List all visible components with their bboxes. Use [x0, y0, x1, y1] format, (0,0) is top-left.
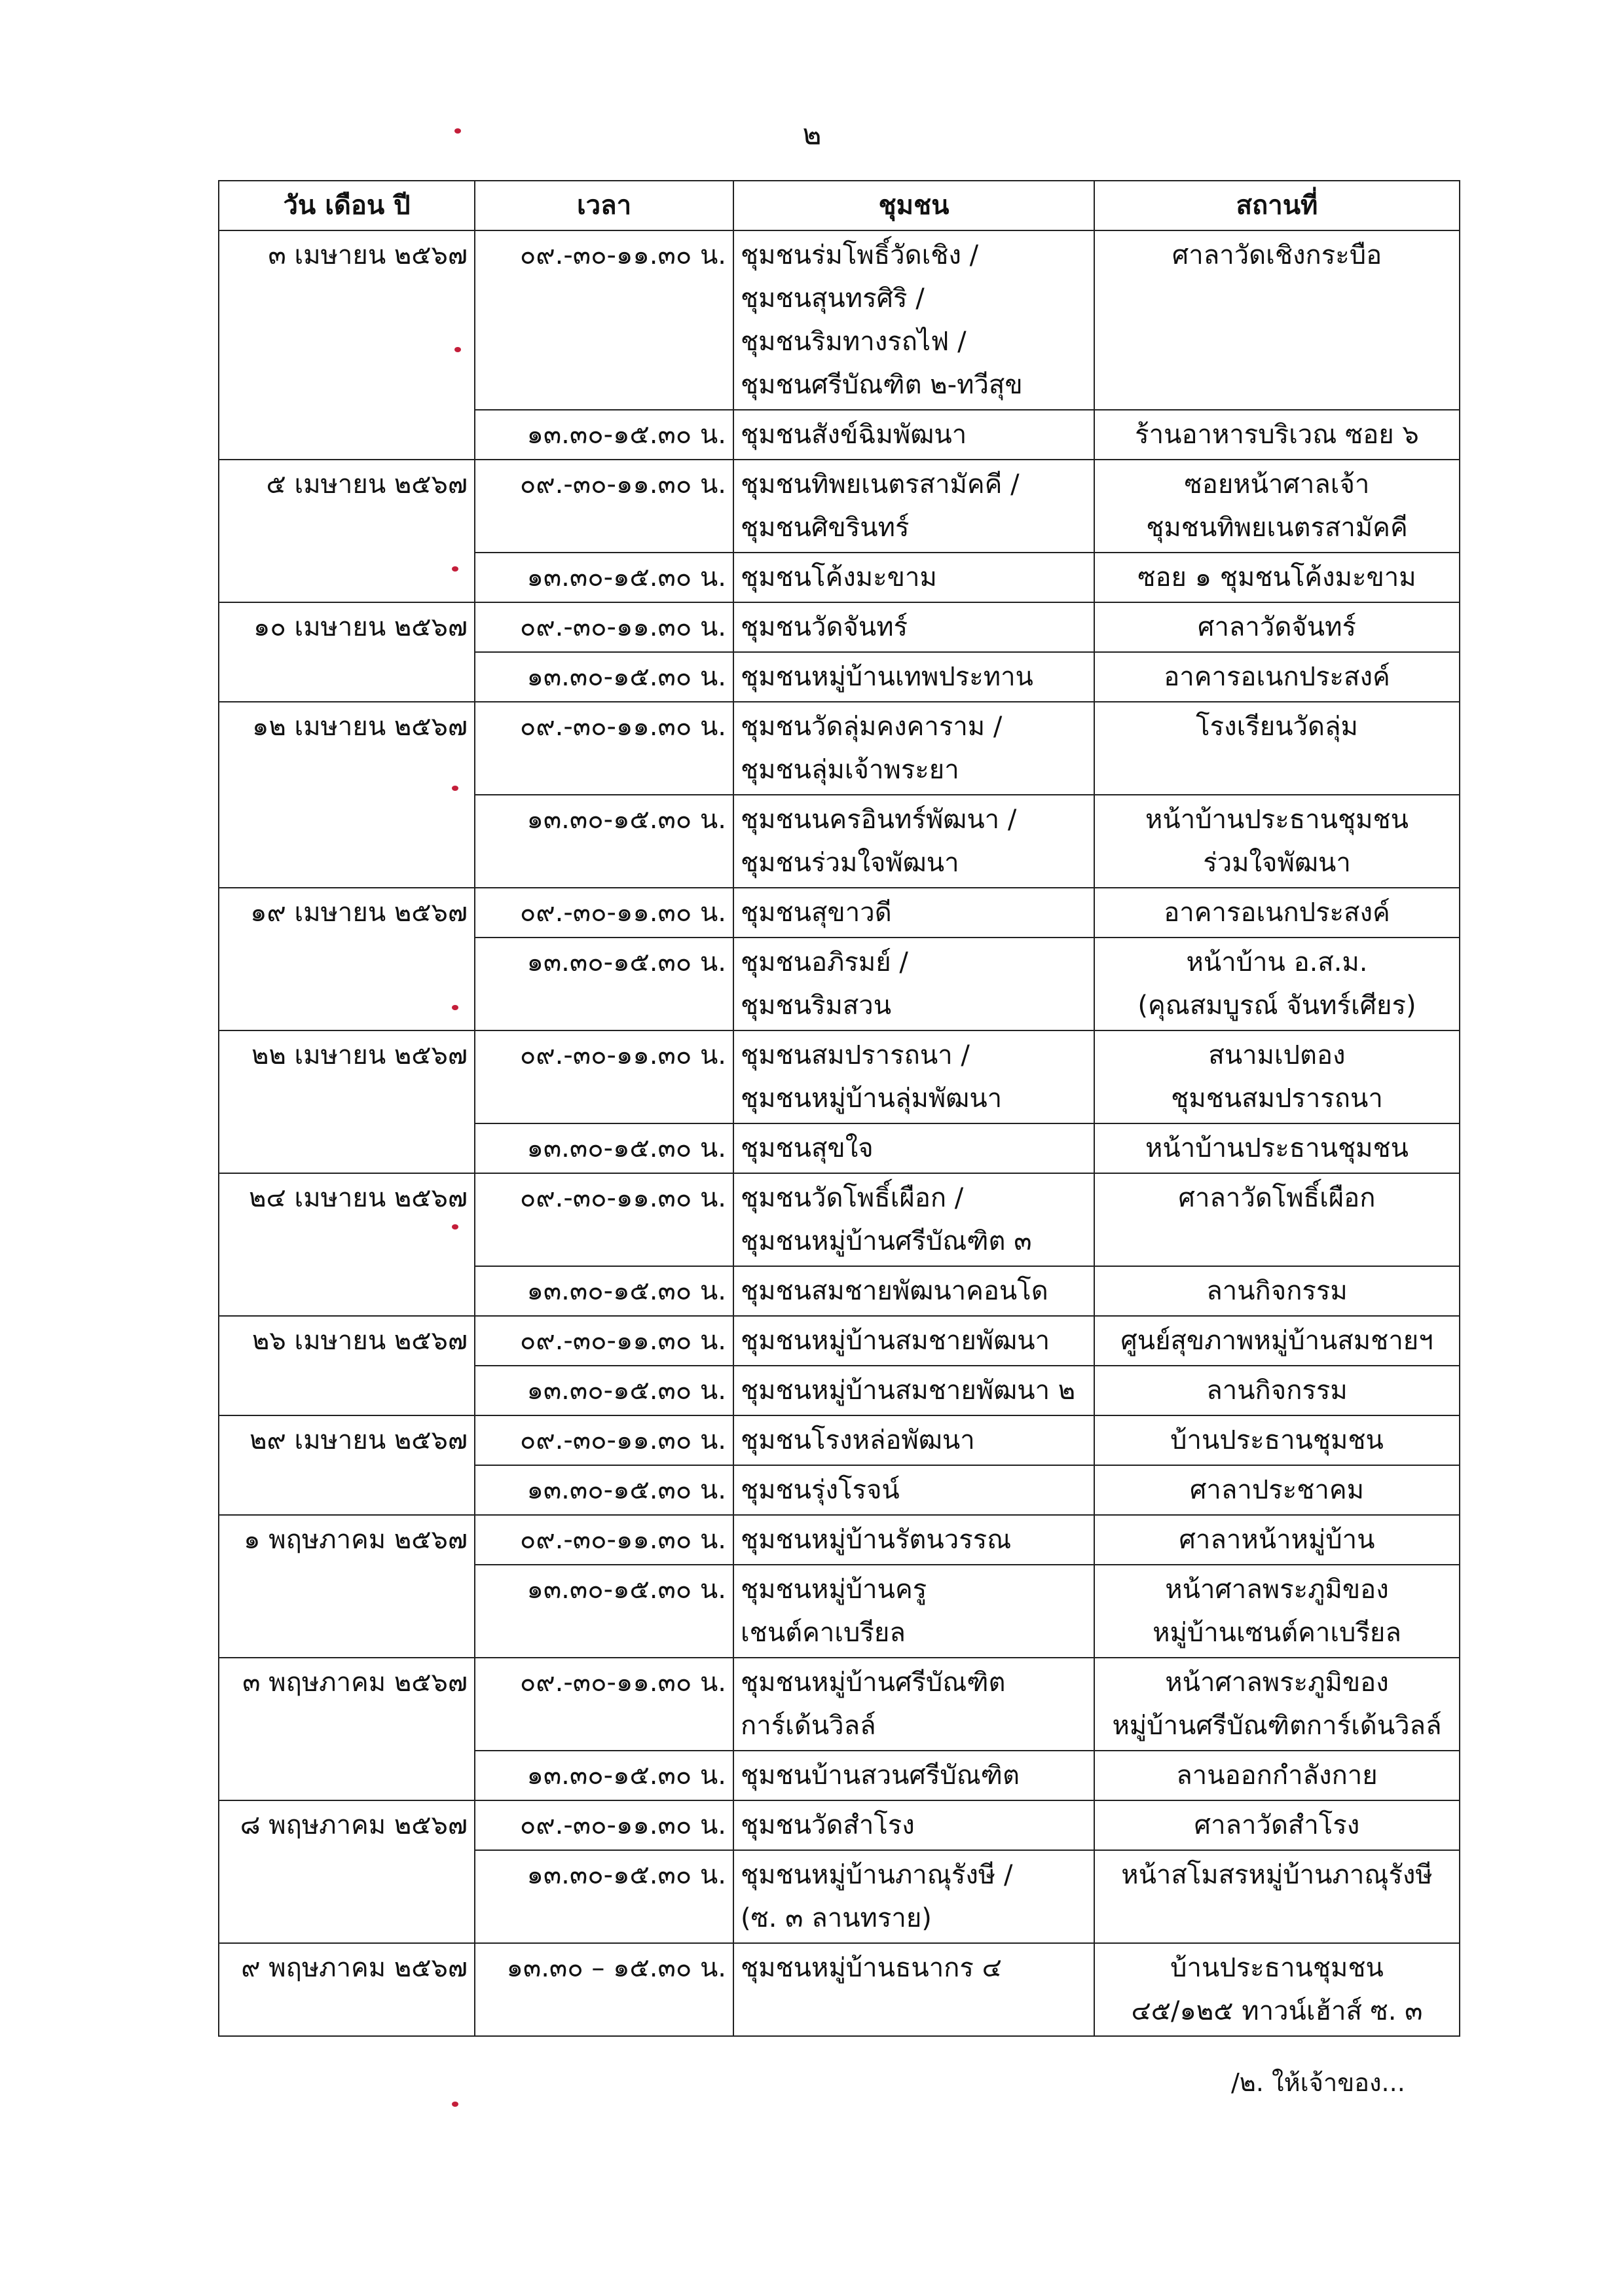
date-cell: ๑ พฤษภาคม ๒๕๖๗ [219, 1515, 475, 1658]
place-line: อาคารอเนกประสงค์ [1164, 898, 1390, 928]
place-line: หน้าศาลพระภูมิของ [1165, 1575, 1389, 1605]
community-line: ชุมชนสมปรารถนา / [741, 1040, 970, 1070]
community-line: ชุมชนหมู่บ้านลุ่มพัฒนา [741, 1084, 1003, 1114]
schedule-row [219, 888, 1460, 938]
time-cell: ๑๓.๓๐-๑๕.๓๐ น. [475, 1850, 733, 1943]
community-cell [733, 1565, 1094, 1658]
scan-mark [452, 566, 458, 572]
community-cell [733, 1266, 1094, 1316]
date-cell: ๑๒ เมษายน ๒๕๖๗ [219, 702, 475, 888]
schedule-row [219, 1658, 1460, 1751]
place-line: หมู่บ้านศรีบัณฑิตการ์เด้นวิลล์ [1112, 1711, 1442, 1741]
page-number: ๒ [802, 118, 822, 151]
community-cell [733, 1800, 1094, 1850]
place-line: ศูนย์สุขภาพหมู่บ้านสมชายฯ [1120, 1326, 1433, 1356]
community-cell [733, 1658, 1094, 1751]
community-line: ชุมชนสุขาวดี [741, 898, 892, 928]
schedule-row [219, 602, 1460, 652]
place-line: บ้านประธานชุมชน [1170, 1425, 1384, 1455]
community-line: ชุมชนวัดจันทร์ [741, 612, 908, 642]
community-cell [733, 1850, 1094, 1943]
place-line: (คุณสมบูรณ์ จันทร์เศียร) [1137, 991, 1416, 1021]
community-line: ชุมชนสุขใจ [741, 1133, 874, 1163]
time-cell: ๑๓.๓๐-๑๕.๓๐ น. [475, 652, 733, 702]
date-cell: ๓ เมษายน ๒๕๖๗ [219, 230, 475, 460]
community-line: เชนต์คาเบรียล [741, 1618, 906, 1648]
scan-mark [454, 128, 461, 134]
place-cell [1094, 460, 1460, 553]
time-cell: ๐๙.-๓๐-๑๑.๓๐ น. [475, 1515, 733, 1565]
schedule-row [219, 460, 1460, 553]
place-cell [1094, 1751, 1460, 1800]
place-line: ศาลาประชาคม [1190, 1475, 1364, 1505]
schedule-row [219, 1415, 1460, 1465]
community-cell [733, 553, 1094, 602]
community-line: ชุมชนศิขรินทร์ [741, 513, 910, 543]
place-line: ลานกิจกรรม [1206, 1276, 1348, 1306]
place-line: สนามเปตอง [1208, 1040, 1346, 1070]
community-line: ชุมชนอภิรมย์ / [741, 947, 908, 977]
community-line: ชุมชนร่มโพธิ์วัดเชิง / [741, 240, 979, 270]
date-cell: ๒๖ เมษายน ๒๕๖๗ [219, 1316, 475, 1415]
community-line: การ์เด้นวิลล์ [741, 1711, 876, 1741]
time-cell: ๑๓.๓๐-๑๕.๓๐ น. [475, 1366, 733, 1415]
community-cell [733, 460, 1094, 553]
place-cell [1094, 1266, 1460, 1316]
date-cell: ๒๔ เมษายน ๒๕๖๗ [219, 1173, 475, 1316]
time-cell: ๑๓.๓๐-๑๕.๓๐ น. [475, 410, 733, 460]
community-cell [733, 1943, 1094, 2036]
community-cell [733, 1030, 1094, 1123]
community-line: ชุมชนหมู่บ้านธนากร ๔ [741, 1953, 1002, 1983]
community-line: ชุมชนลุ่มเจ้าพระยา [741, 755, 959, 785]
community-line: ชุมชนหมู่บ้านครู [741, 1575, 927, 1605]
community-line: ชุมชนศรีบัณฑิต ๒-ทวีสุข [741, 370, 1023, 400]
time-cell: ๑๓.๓๐-๑๕.๓๐ น. [475, 938, 733, 1030]
schedule-table [218, 180, 1460, 2037]
place-cell [1094, 938, 1460, 1030]
place-line: ลานออกกำลังกาย [1176, 1760, 1378, 1791]
time-cell: ๑๓.๓๐-๑๕.๓๐ น. [475, 1123, 733, 1173]
community-cell [733, 795, 1094, 888]
place-cell [1094, 1943, 1460, 2036]
place-cell [1094, 888, 1460, 938]
place-line: บ้านประธานชุมชน [1170, 1953, 1384, 1983]
place-line: ๔๕/๑๒๕ ทาวน์เฮ้าส์ ซ. ๓ [1131, 1996, 1423, 2026]
time-cell: ๐๙.-๓๐-๑๑.๓๐ น. [475, 460, 733, 553]
place-line: โรงเรียนวัดลุ่ม [1196, 712, 1358, 742]
community-cell [733, 1515, 1094, 1565]
community-line: ชุมชนโค้งมะขาม [741, 562, 937, 592]
date-cell: ๓ พฤษภาคม ๒๕๖๗ [219, 1658, 475, 1800]
time-cell: ๐๙.-๓๐-๑๑.๓๐ น. [475, 702, 733, 795]
place-line: หน้าบ้านประธานชุมชน [1145, 805, 1409, 835]
community-cell [733, 230, 1094, 410]
time-cell: ๑๓.๓๐-๑๕.๓๐ น. [475, 1565, 733, 1658]
schedule-row [219, 230, 1460, 410]
place-cell [1094, 652, 1460, 702]
place-line: ศาลาวัดสำโรง [1194, 1810, 1360, 1840]
place-cell [1094, 1515, 1460, 1565]
community-cell [733, 1465, 1094, 1515]
place-line: ซอย ๑ ชุมชนโค้งมะขาม [1137, 562, 1416, 592]
place-cell [1094, 1366, 1460, 1415]
header-place: สถานที่ [1094, 181, 1460, 230]
place-cell [1094, 553, 1460, 602]
header-time: เวลา [475, 181, 733, 230]
community-cell [733, 652, 1094, 702]
place-cell [1094, 410, 1460, 460]
place-line: ชุมชนทิพยเนตรสามัคคี [1146, 513, 1408, 543]
schedule-row [219, 1173, 1460, 1266]
community-line: ชุมชนริมทางรถไฟ / [741, 327, 967, 357]
community-line: ชุมชนสุนทรศิริ / [741, 283, 925, 314]
community-cell [733, 702, 1094, 795]
community-cell [733, 1751, 1094, 1800]
community-line: ชุมชนหมู่บ้านศรีบัณฑิต ๓ [741, 1226, 1032, 1256]
schedule-row [219, 1030, 1460, 1123]
time-cell: ๐๙.-๓๐-๑๑.๓๐ น. [475, 1173, 733, 1266]
community-line: ชุมชนสังข์ฉิมพัฒนา [741, 420, 967, 450]
place-line: อาคารอเนกประสงค์ [1164, 662, 1390, 692]
community-cell [733, 602, 1094, 652]
community-line: ชุมชนหมู่บ้านศรีบัณฑิต [741, 1667, 1006, 1698]
time-cell: ๑๓.๓๐-๑๕.๓๐ น. [475, 795, 733, 888]
date-cell: ๑๙ เมษายน ๒๕๖๗ [219, 888, 475, 1030]
community-line: ชุมชนวัดสำโรง [741, 1810, 915, 1840]
time-cell: ๑๓.๓๐ – ๑๕.๓๐ น. [475, 1943, 733, 2036]
time-cell: ๐๙.-๓๐-๑๑.๓๐ น. [475, 1800, 733, 1850]
time-cell: ๑๓.๓๐-๑๕.๓๐ น. [475, 553, 733, 602]
place-line: หน้าศาลพระภูมิของ [1165, 1667, 1389, 1698]
community-line: ชุมชนหมู่บ้านสมชายพัฒนา ๒ [741, 1376, 1076, 1406]
place-cell [1094, 1800, 1460, 1850]
continuation-note: /๒. ให้เจ้าของ... [1231, 2068, 1405, 2097]
place-line: ศาลาหน้าหมู่บ้าน [1179, 1525, 1375, 1555]
date-cell: ๕ เมษายน ๒๕๖๗ [219, 460, 475, 602]
place-line: หน้าบ้านประธานชุมชน [1145, 1133, 1409, 1163]
community-line: ชุมชนสมชายพัฒนาคอนโด [741, 1276, 1048, 1306]
header-community: ชุมชน [733, 181, 1094, 230]
schedule-row [219, 1943, 1460, 2036]
place-cell [1094, 602, 1460, 652]
date-cell: ๒๙ เมษายน ๒๕๖๗ [219, 1415, 475, 1515]
time-cell: ๐๙.-๓๐-๑๑.๓๐ น. [475, 1415, 733, 1465]
time-cell: ๐๙.-๓๐-๑๑.๓๐ น. [475, 602, 733, 652]
place-cell [1094, 1123, 1460, 1173]
time-cell: ๐๙.-๓๐-๑๑.๓๐ น. [475, 888, 733, 938]
community-line: ชุมชนหมู่บ้านรัตนวรรณ [741, 1525, 1012, 1555]
place-cell [1094, 1173, 1460, 1266]
time-cell: ๑๓.๓๐-๑๕.๓๐ น. [475, 1266, 733, 1316]
place-cell [1094, 702, 1460, 795]
place-cell [1094, 1030, 1460, 1123]
place-cell [1094, 1565, 1460, 1658]
schedule-row [219, 1515, 1460, 1565]
date-cell: ๑๐ เมษายน ๒๕๖๗ [219, 602, 475, 702]
scan-mark [452, 2102, 458, 2107]
date-cell: ๒๒ เมษายน ๒๕๖๗ [219, 1030, 475, 1173]
scan-mark [454, 347, 461, 352]
place-line: หน้าสโมสรหมู่บ้านภาณุรังษี [1121, 1860, 1433, 1890]
community-line: (ซ. ๓ ลานทราย) [741, 1903, 932, 1933]
time-cell: ๑๓.๓๐-๑๕.๓๐ น. [475, 1465, 733, 1515]
community-line: ชุมชนวัดโพธิ์เผือก / [741, 1183, 964, 1213]
community-cell [733, 1366, 1094, 1415]
place-line: ลานกิจกรรม [1206, 1376, 1348, 1406]
community-line: ชุมชนทิพยเนตรสามัคคี / [741, 469, 1020, 500]
date-cell: ๙ พฤษภาคม ๒๕๖๗ [219, 1943, 475, 2036]
place-line: หน้าบ้าน อ.ส.ม. [1186, 947, 1368, 977]
community-line: ชุมชนหมู่บ้านสมชายพัฒนา [741, 1326, 1050, 1356]
community-cell [733, 1316, 1094, 1366]
community-line: ชุมชนนครอินทร์พัฒนา / [741, 805, 1017, 835]
place-line: หมู่บ้านเซนต์คาเบรียล [1153, 1618, 1401, 1648]
community-cell [733, 1173, 1094, 1266]
date-cell: ๘ พฤษภาคม ๒๕๖๗ [219, 1800, 475, 1943]
place-line: ศาลาวัดจันทร์ [1198, 612, 1356, 642]
community-cell [733, 938, 1094, 1030]
place-cell [1094, 230, 1460, 410]
place-cell [1094, 795, 1460, 888]
time-cell: ๐๙.-๓๐-๑๑.๓๐ น. [475, 1658, 733, 1751]
place-line: ชุมชนสมปรารถนา [1171, 1084, 1383, 1114]
time-cell: ๐๙.-๓๐-๑๑.๓๐ น. [475, 230, 733, 410]
scan-mark [452, 1224, 458, 1230]
header-row [219, 181, 1460, 230]
place-cell [1094, 1850, 1460, 1943]
time-cell: ๑๓.๓๐-๑๕.๓๐ น. [475, 1751, 733, 1800]
place-line: ซอยหน้าศาลเจ้า [1184, 469, 1370, 500]
place-cell [1094, 1465, 1460, 1515]
community-line: ชุมชนร่วมใจพัฒนา [741, 848, 959, 878]
community-line: ชุมชนหมู่บ้านเทพประทาน [741, 662, 1033, 692]
place-line: ศาลาวัดเชิงกระบือ [1172, 240, 1382, 270]
community-line: ชุมชนริมสวน [741, 991, 892, 1021]
community-line: ชุมชนโรงหล่อพัฒนา [741, 1425, 975, 1455]
place-line: ร้านอาหารบริเวณ ซอย ๖ [1135, 420, 1419, 450]
place-cell [1094, 1658, 1460, 1751]
community-line: ชุมชนบ้านสวนศรีบัณฑิต [741, 1760, 1020, 1791]
schedule-row [219, 702, 1460, 795]
scan-mark [452, 1005, 458, 1010]
community-line: ชุมชนวัดลุ่มคงคาราม / [741, 712, 1003, 742]
time-cell: ๐๙.-๓๐-๑๑.๓๐ น. [475, 1316, 733, 1366]
place-line: ร่วมใจพัฒนา [1203, 848, 1351, 878]
schedule-body [219, 230, 1460, 2036]
schedule-row [219, 1316, 1460, 1366]
community-cell [733, 1415, 1094, 1465]
time-cell: ๐๙.-๓๐-๑๑.๓๐ น. [475, 1030, 733, 1123]
community-line: ชุมชนหมู่บ้านภาณุรังษี / [741, 1860, 1013, 1890]
community-cell [733, 410, 1094, 460]
scan-mark [452, 786, 458, 791]
place-line: ศาลาวัดโพธิ์เผือก [1178, 1183, 1376, 1213]
place-cell [1094, 1415, 1460, 1465]
place-cell [1094, 1316, 1460, 1366]
community-cell [733, 888, 1094, 938]
community-cell [733, 1123, 1094, 1173]
schedule-row [219, 1800, 1460, 1850]
community-line: ชุมชนรุ่งโรจน์ [741, 1475, 900, 1505]
header-date: วัน เดือน ปี [219, 181, 475, 230]
